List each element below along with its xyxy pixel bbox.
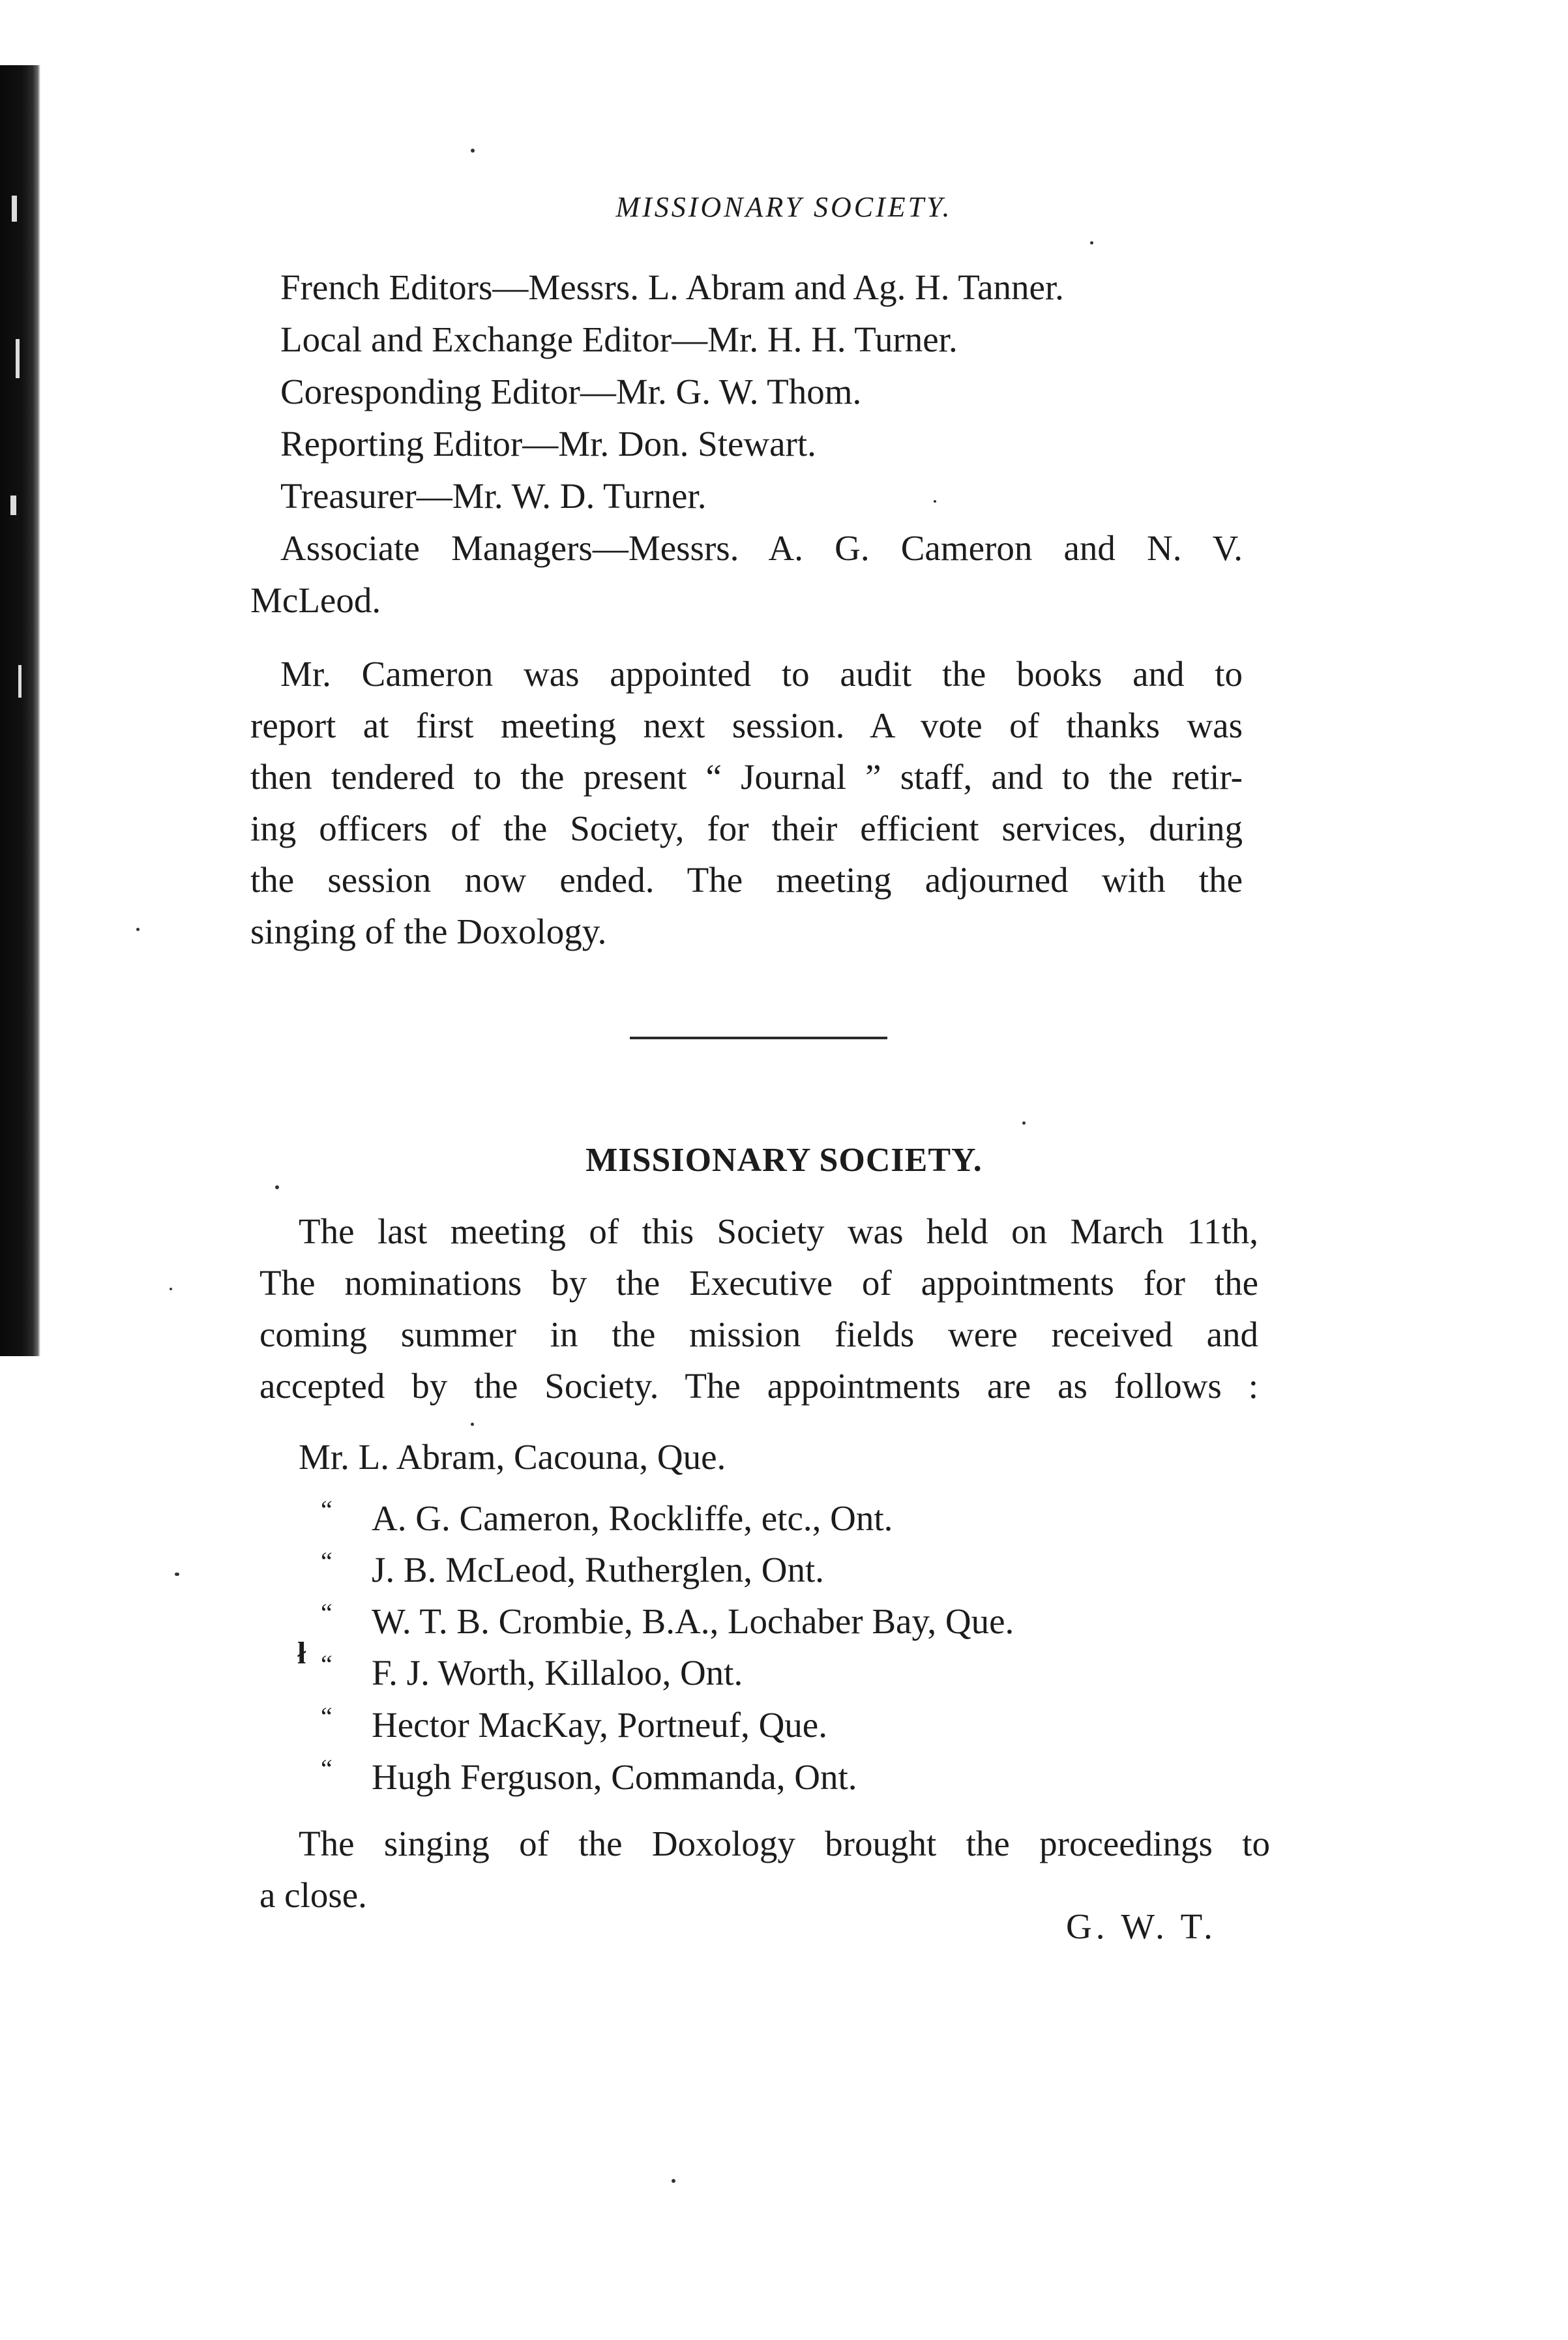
ditto-mark: “ [321,1702,333,1731]
scan-speck [471,1423,474,1426]
appointment-text: W. T. B. Crombie, B.A., Lochaber Bay, Que. [372,1601,1014,1641]
appointment-item [321,1592,1014,1643]
paragraph-line: the session now ended. The meeting adjourned with the [250,860,1243,900]
section-title: MISSIONARY SOCIETY. [585,1142,983,1179]
scan-speck [170,1288,172,1290]
signature-initials: G. W. T. [1066,1906,1217,1946]
spine-speck [10,496,16,515]
paragraph-line: The nominations by the Executive of appointments for the [259,1263,1258,1303]
appointment-text: J. B. McLeod, Rutherglen, Ont. [372,1550,825,1590]
spine-speck [16,339,20,378]
ditto-mark: “ [321,1495,333,1524]
appointment-item [321,1747,857,1799]
paragraph-line: The singing of the Doxology brought the proceedings to [299,1824,1270,1863]
paragraph-meeting [259,1206,1258,1412]
ditto-mark: “ [321,1598,333,1627]
appointment-item [321,1540,824,1592]
paragraph-line: Mr. Cameron was appointed to audit the books and to [280,654,1243,694]
paragraph-line: report at first meeting next session. A vote of thanks was [250,705,1243,745]
appointment-text: Mr. L. Abram, Cacouna, Que. [299,1437,726,1477]
paragraph-line: singing of the Doxology. [250,911,607,951]
section-divider [630,1037,887,1039]
margin-mark: ł [297,1636,306,1670]
paragraph-line: coming summer in the mission fields were received and [259,1314,1258,1354]
officer-line: Local and Exchange Editor—Mr. H. H. Turner. [280,319,958,359]
ditto-mark: “ [321,1754,333,1783]
scan-speck [934,500,936,503]
officer-line: Treasurer—Mr. W. D. Turner. [280,476,707,516]
scan-speck [136,928,140,931]
appointment-item [321,1488,893,1540]
appointment-item [321,1643,743,1695]
officer-line: Reporting Editor—Mr. Don. Stewart. [280,424,816,464]
officer-line: Associate Managers—Messrs. A. G. Cameron and N. V. [280,528,1243,568]
appointment-text: F. J. Worth, Killaloo, Ont. [372,1653,743,1693]
scan-speck [471,149,475,153]
paragraph-line: then tendered to the present “ Journal ” staff, and to the retir- [250,757,1243,797]
paragraph-line: The last meeting of this Society was held on March 11th, [299,1211,1258,1251]
paragraph-line: accepted by the Society. The appointments are as follows : [259,1366,1258,1406]
officer-line-justified [280,522,1243,574]
scan-speck [1022,1121,1026,1125]
ditto-mark: “ [321,1547,333,1576]
appointment-text: A. G. Cameron, Rockliffe, etc., Ont. [372,1498,893,1538]
spine-speck [18,665,22,698]
scan-speck [175,1573,179,1576]
officer-line: Coresponding Editor—Mr. G. W. Thom. [280,372,862,411]
ditto-mark: “ [321,1650,333,1679]
appointment-item [321,1695,827,1747]
scan-speck [275,1185,279,1189]
appointment-item [299,1436,726,1479]
paragraph-audit [250,648,1243,957]
scan-speck [672,2179,675,2183]
paragraph-line: ing officers of the Society, for their efficient services, during [250,808,1243,848]
appointment-text: Hugh Ferguson, Commanda, Ont. [372,1757,857,1797]
appointment-text: Hector MacKay, Portneuf, Que. [372,1705,827,1745]
running-head: MISSIONARY SOCIETY. [615,191,953,223]
officer-line: McLeod. [250,580,381,620]
officer-line: French Editors—Messrs. L. Abram and Ag. H. Tanner. [280,267,1064,307]
paragraph-line: a close. [259,1875,367,1915]
scan-speck [1090,241,1093,244]
